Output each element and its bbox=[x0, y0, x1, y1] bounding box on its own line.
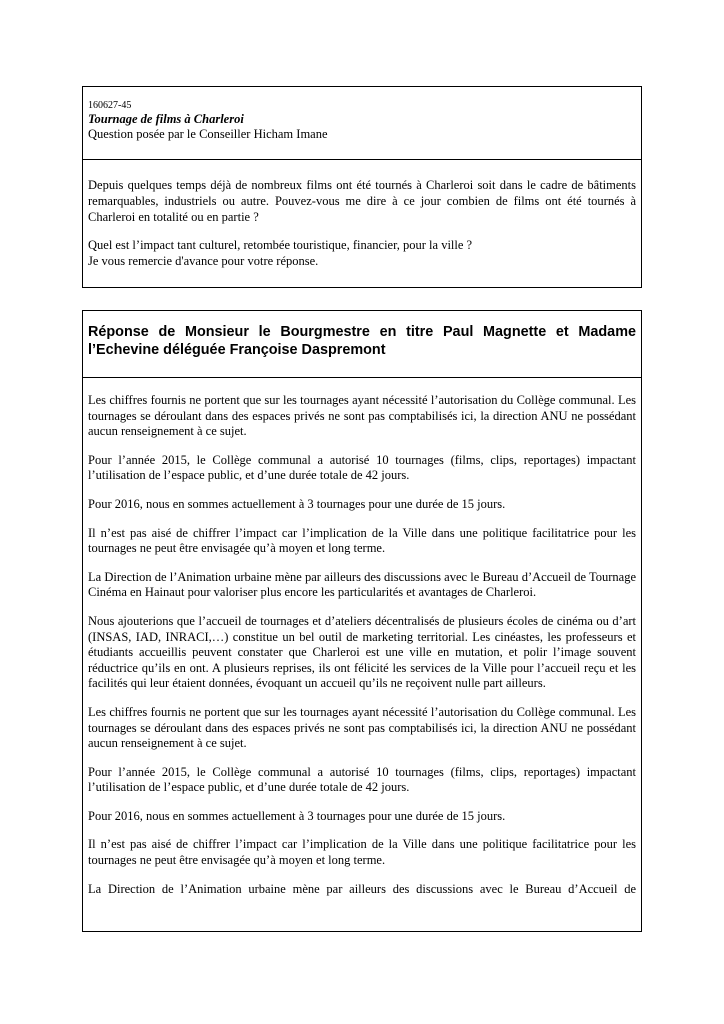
question-line: Quel est l’impact tant culturel, retombée touristique, financier, pour la ville ? bbox=[88, 238, 473, 252]
response-paragraph: Nous ajouterions que l’accueil de tournages et d’ateliers décentralisés de plusieurs écoles de cinéma ou d’art (INSAS, IAD, INRACI,…) constitue un bel outil de marketing territorial. Les cinéastes, les professeurs et étudiants accueillis peuvent constater que Charleroi est une ville en mutation, et polir l’image souvent réductrice qu’ils en ont. A plusieurs reprises, ils ont félicité les services de la Ville pour l’accueil reçu et les facilités qui leur étaient données, évoquant un accueil qu’ils ne reçoivent nulle part ailleurs. bbox=[88, 613, 636, 691]
response-box bbox=[82, 310, 642, 932]
response-paragraph: Il n’est pas aisé de chiffrer l’impact car l’implication de la Ville dans une politique facilitatrice pour les tournages ne peut être envisagée qu’à moyen et long terme. bbox=[88, 837, 636, 868]
question-asker: Question posée par le Conseiller Hicham Imane bbox=[88, 127, 328, 141]
response-paragraph: Pour 2016, nous en sommes actuellement à 3 tournages pour une durée de 15 jours. bbox=[88, 496, 506, 511]
response-title-line1: Réponse de Monsieur le Bourgmestre en titre Paul Magnette et Madame bbox=[88, 324, 636, 340]
question-box bbox=[82, 86, 642, 288]
response-paragraph: Les chiffres fournis ne portent que sur les tournages ayant nécessité l’autorisation du Collège communal. Les tournages se déroulant dans des espaces privés ne sont pas comptabilisés ici, la direction ANU ne possédant aucun renseignement à ce sujet. bbox=[88, 393, 636, 439]
response-paragraph: Pour l’année 2015, le Collège communal a autorisé 10 tournages (films, clips, reportages) impactant l’utilisation de l’espace public, et d’une durée totale de 42 jours. bbox=[88, 764, 636, 795]
question-paragraph bbox=[88, 237, 636, 269]
question-paragraph: Depuis quelques temps déjà de nombreux films ont été tournés à Charleroi soit dans le cadre de bâtiments remarquables, industriels ou autre. Pouvez-vous me dire à ce jour combien de films ont été tournés à Charleroi en totalité ou en partie ? bbox=[88, 178, 636, 224]
question-line: Je vous remercie d'avance pour votre réponse. bbox=[88, 254, 319, 268]
question-header bbox=[83, 87, 641, 159]
response-paragraph: La Direction de l’Animation urbaine mène par ailleurs des discussions avec le Bureau d’Accueil de Tournage Cinéma en Hainaut pour valoriser plus encore les particularités et avantages de Charleroi. bbox=[88, 569, 636, 600]
question-body bbox=[83, 159, 641, 269]
response-paragraph: Les chiffres fournis ne portent que sur les tournages ayant nécessité l’autorisation du Collège communal. Les tournages se déroulant dans des espaces privés ne sont pas comptabilisés ici, la direction ANU ne possédant aucun renseignement à ce sujet. bbox=[88, 704, 636, 751]
response-paragraph: Il n’est pas aisé de chiffrer l’impact car l’implication de la Ville dans une politique facilitatrice pour les tournages ne peut être envisagée qu’à moyen et long terme. bbox=[88, 525, 636, 556]
response-body bbox=[83, 377, 641, 897]
response-header bbox=[83, 311, 641, 377]
response-paragraph: Pour l’année 2015, le Collège communal a autorisé 10 tournages (films, clips, reportages) impactant l’utilisation de l’espace public, et d’une durée totale de 42 jours. bbox=[88, 452, 636, 483]
response-paragraph: La Direction de l’Animation urbaine mène par ailleurs des discussions avec le Bureau d’Accueil de bbox=[88, 881, 636, 896]
question-subject: Tournage de films à Charleroi bbox=[88, 112, 244, 126]
question-reference: 160627-45 bbox=[88, 100, 132, 111]
response-title-line2: l’Echevine déléguée Françoise Daspremont bbox=[88, 342, 386, 358]
response-paragraph: Pour 2016, nous en sommes actuellement à 3 tournages pour une durée de 15 jours. bbox=[88, 808, 506, 823]
